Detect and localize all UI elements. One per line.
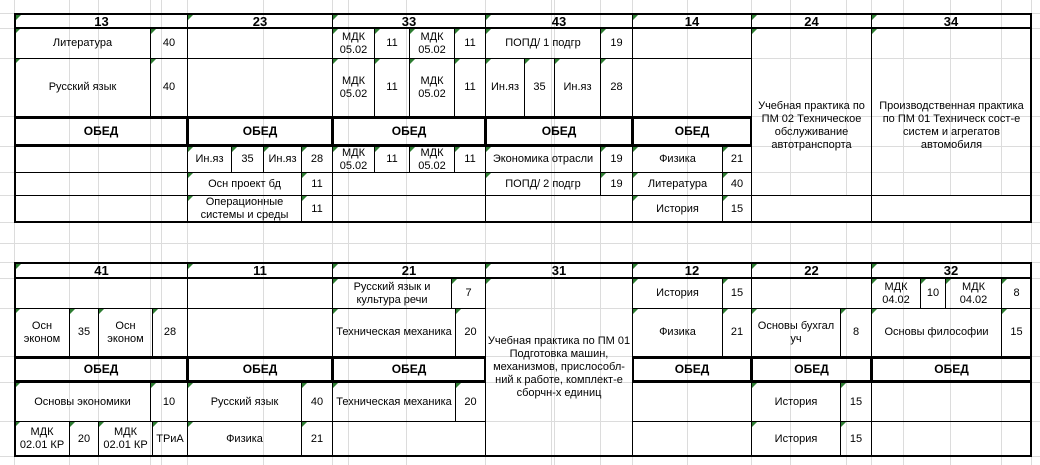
cell-comment-marker xyxy=(333,279,338,284)
cell-comment-marker xyxy=(872,15,877,20)
room-cell[interactable]: 8 xyxy=(1001,278,1032,309)
cell-comment-marker xyxy=(633,173,638,178)
room-cell[interactable]: 11 xyxy=(454,146,486,173)
subject-cell[interactable]: МДК 05.02 xyxy=(332,146,375,173)
empty-cell[interactable] xyxy=(332,421,486,457)
cell-comment-marker xyxy=(151,59,156,64)
practice-cell-24[interactable]: Учебная практика по ПМ 02 Техническое обслуживание автотранспорта xyxy=(751,28,872,223)
subject-cell[interactable]: Ин.яз xyxy=(263,146,302,173)
lunch-break-cell: ОБЕД xyxy=(871,356,1032,383)
cell-comment-marker xyxy=(333,29,338,34)
empty-cell[interactable] xyxy=(632,421,752,457)
empty-cell[interactable] xyxy=(14,172,188,196)
cell-comment-marker xyxy=(601,147,606,152)
subject-cell[interactable]: Осн эконом xyxy=(14,308,70,357)
lunch-break-cell: ОБЕД xyxy=(751,356,872,383)
group-header: 11 xyxy=(187,262,333,279)
cell-comment-marker xyxy=(633,279,638,284)
room-cell[interactable]: 11 xyxy=(301,195,333,223)
cell-comment-marker xyxy=(1002,279,1007,284)
room-cell[interactable]: 40 xyxy=(722,172,752,196)
cell-comment-marker xyxy=(633,264,638,269)
cell-comment-marker xyxy=(302,383,307,388)
cell-comment-marker xyxy=(872,264,877,269)
cell-comment-marker xyxy=(455,59,460,64)
cell-comment-marker xyxy=(456,309,461,314)
room-cell[interactable]: 11 xyxy=(301,172,333,196)
cell-comment-marker xyxy=(841,422,846,427)
cell-comment-marker xyxy=(752,15,757,20)
group-header: 23 xyxy=(187,13,333,29)
cell-comment-marker xyxy=(486,264,491,269)
subject-cell[interactable]: МДК 02.01 КР xyxy=(98,421,153,457)
empty-cell[interactable] xyxy=(632,382,752,422)
cell-comment-marker xyxy=(752,422,757,427)
cell-comment-marker xyxy=(333,309,338,314)
lunch-break-cell: ОБЕД xyxy=(332,356,486,383)
cell-comment-marker xyxy=(872,29,877,34)
room-cell[interactable]: 15 xyxy=(840,421,872,457)
subject-cell[interactable]: Техническая механика xyxy=(332,308,456,357)
empty-cell[interactable] xyxy=(187,28,333,59)
room-cell[interactable]: 20 xyxy=(455,382,486,422)
room-cell[interactable]: 11 xyxy=(374,28,410,59)
cell-comment-marker xyxy=(455,29,460,34)
subject-cell[interactable]: ПОПД/ 1 подгр xyxy=(485,28,601,59)
subject-cell[interactable]: Физика xyxy=(187,421,302,457)
cell-comment-marker xyxy=(333,15,338,20)
cell-comment-marker xyxy=(375,147,380,152)
cell-comment-marker xyxy=(15,422,20,427)
cell-comment-marker xyxy=(70,309,75,314)
practice-cell-31[interactable]: Учебная практика по ПМ 01 Подготовка машин, механизмов, прислособл- ний к работе, комплект-е сборчн-х единиц xyxy=(485,278,633,457)
group-header: 24 xyxy=(751,13,872,29)
cell-comment-marker xyxy=(188,15,193,20)
cell-comment-marker xyxy=(601,173,606,178)
room-cell[interactable]: 10 xyxy=(920,278,946,309)
cell-comment-marker xyxy=(302,147,307,152)
lunch-break-cell: ОБЕД xyxy=(187,116,333,147)
room-cell[interactable]: 11 xyxy=(374,58,410,117)
cell-comment-marker xyxy=(601,59,606,64)
subject-cell[interactable]: Физика xyxy=(632,308,723,357)
cell-comment-marker xyxy=(752,383,757,388)
group-header: 13 xyxy=(14,13,188,29)
cell-comment-marker xyxy=(455,147,460,152)
room-cell[interactable]: 40 xyxy=(301,382,333,422)
subject-cell[interactable]: Литература xyxy=(632,172,723,196)
cell-comment-marker xyxy=(486,15,491,20)
group-header: 22 xyxy=(751,262,872,279)
cell-comment-marker xyxy=(15,59,20,64)
cell-comment-marker xyxy=(264,147,269,152)
cell-comment-marker xyxy=(333,383,338,388)
empty-cell[interactable] xyxy=(187,278,333,309)
cell-comment-marker xyxy=(188,383,193,388)
subject-cell[interactable]: История xyxy=(632,195,723,223)
cell-comment-marker xyxy=(410,147,415,152)
group-header: 34 xyxy=(871,13,1032,29)
room-cell[interactable]: 10 xyxy=(150,382,188,422)
cell-comment-marker xyxy=(921,279,926,284)
room-cell[interactable]: 19 xyxy=(600,172,633,196)
room-cell[interactable]: 15 xyxy=(840,382,872,422)
subject-cell[interactable]: Ин.яз xyxy=(187,146,232,173)
subject-cell[interactable]: Русский язык xyxy=(14,58,151,117)
cell-comment-marker xyxy=(99,309,104,314)
subject-cell[interactable]: Операционные системы и среды xyxy=(187,195,302,223)
cell-comment-marker xyxy=(153,309,158,314)
room-cell[interactable]: 21 xyxy=(722,308,752,357)
room-cell[interactable]: 28 xyxy=(301,146,333,173)
subject-cell[interactable]: Осн эконом xyxy=(98,308,153,357)
room-cell[interactable]: 28 xyxy=(152,308,188,357)
lunch-break-cell: ОБЕД xyxy=(14,356,188,383)
room-cell[interactable]: 11 xyxy=(454,58,486,117)
empty-cell[interactable] xyxy=(14,146,188,173)
cell-comment-marker xyxy=(15,29,20,34)
cell-comment-marker xyxy=(70,422,75,427)
group-header: 12 xyxy=(632,262,752,279)
cell-comment-marker xyxy=(872,279,877,284)
empty-cell[interactable] xyxy=(187,58,333,117)
cell-comment-marker xyxy=(151,29,156,34)
subject-cell[interactable]: История xyxy=(751,421,841,457)
empty-cell[interactable] xyxy=(332,195,486,223)
cell-comment-marker xyxy=(486,173,491,178)
subject-cell[interactable]: Русский язык xyxy=(187,382,302,422)
subject-cell[interactable]: Ин.яз xyxy=(485,58,525,117)
cell-comment-marker xyxy=(752,29,757,34)
cell-comment-marker xyxy=(302,422,307,427)
empty-cell[interactable] xyxy=(632,58,752,117)
cell-comment-marker xyxy=(723,309,728,314)
empty-cell[interactable] xyxy=(632,28,752,59)
cell-comment-marker xyxy=(456,383,461,388)
empty-cell[interactable] xyxy=(485,195,633,223)
room-cell[interactable]: 35 xyxy=(69,308,99,357)
empty-cell[interactable] xyxy=(751,278,872,309)
empty-cell[interactable] xyxy=(751,195,872,223)
cell-comment-marker xyxy=(486,59,491,64)
cell-comment-marker xyxy=(752,264,757,269)
cell-comment-marker xyxy=(99,422,104,427)
room-cell[interactable]: 8 xyxy=(840,308,872,357)
subject-cell[interactable]: Экономика отрасли xyxy=(485,146,601,173)
cell-comment-marker xyxy=(153,422,158,427)
room-cell[interactable]: 15 xyxy=(1001,308,1032,357)
room-cell[interactable]: 40 xyxy=(150,28,188,59)
subject-cell[interactable]: ПОПД/ 2 подгр xyxy=(485,172,601,196)
subject-cell[interactable]: Основы бухгал уч xyxy=(751,308,841,357)
cell-comment-marker xyxy=(452,279,457,284)
subject-cell[interactable]: МДК 05.02 xyxy=(332,28,375,59)
subject-cell[interactable]: История xyxy=(751,382,841,422)
cell-comment-marker xyxy=(486,279,491,284)
cell-comment-marker xyxy=(188,173,193,178)
cell-comment-marker xyxy=(15,309,20,314)
cell-comment-marker xyxy=(723,196,728,201)
room-cell[interactable]: 40 xyxy=(150,58,188,117)
room-cell[interactable]: 20 xyxy=(69,421,99,457)
empty-cell[interactable] xyxy=(187,308,333,357)
room-cell[interactable]: 11 xyxy=(454,28,486,59)
cell-comment-marker xyxy=(375,29,380,34)
subject-cell[interactable]: Осн проект бд xyxy=(187,172,302,196)
room-cell[interactable]: 35 xyxy=(524,58,555,117)
cell-comment-marker xyxy=(841,383,846,388)
subject-cell[interactable]: МДК 05.02 xyxy=(332,58,375,117)
subject-cell[interactable]: МДК 05.02 xyxy=(409,58,455,117)
room-cell[interactable]: ТРиА xyxy=(152,421,188,457)
room-cell[interactable]: 15 xyxy=(722,278,752,309)
group-header: 31 xyxy=(485,262,633,279)
cell-comment-marker xyxy=(525,59,530,64)
subject-cell[interactable]: Ин.яз xyxy=(554,58,601,117)
cell-comment-marker xyxy=(486,29,491,34)
cell-comment-marker xyxy=(333,59,338,64)
cell-comment-marker xyxy=(633,309,638,314)
lunch-break-cell: ОБЕД xyxy=(332,116,486,147)
subject-cell[interactable]: Основы экономики xyxy=(14,382,151,422)
group-header: 32 xyxy=(871,262,1032,279)
room-cell[interactable]: 15 xyxy=(722,195,752,223)
room-cell[interactable]: 19 xyxy=(600,28,633,59)
grid-row-line xyxy=(0,243,1040,244)
subject-cell[interactable]: История xyxy=(632,278,723,309)
subject-cell[interactable]: МДК 02.01 КР xyxy=(14,421,70,457)
cell-comment-marker xyxy=(15,383,20,388)
empty-cell[interactable] xyxy=(332,172,486,196)
cell-comment-marker xyxy=(333,147,338,152)
cell-comment-marker xyxy=(16,264,21,269)
subject-cell[interactable]: МДК 04.02 xyxy=(871,278,921,309)
cell-comment-marker xyxy=(302,173,307,178)
cell-comment-marker xyxy=(333,264,338,269)
cell-comment-marker xyxy=(633,15,638,20)
cell-comment-marker xyxy=(410,29,415,34)
cell-comment-marker xyxy=(410,59,415,64)
room-cell[interactable]: 20 xyxy=(455,308,486,357)
practice-cell-34[interactable]: Производственная практика по ПМ 01 Техническ сост-е систем и агрегатов автомобиля xyxy=(871,28,1032,223)
subject-cell[interactable]: Техническая механика xyxy=(332,382,456,422)
room-cell[interactable]: 11 xyxy=(374,146,410,173)
cell-comment-marker xyxy=(1002,309,1007,314)
cell-comment-marker xyxy=(188,147,193,152)
cell-comment-marker xyxy=(723,147,728,152)
lunch-break-cell: ОБЕД xyxy=(485,116,633,147)
lunch-break-cell: ОБЕД xyxy=(632,116,752,147)
cell-comment-marker xyxy=(723,279,728,284)
cell-comment-marker xyxy=(555,59,560,64)
cell-comment-marker xyxy=(188,422,193,427)
subject-cell[interactable]: МДК 05.02 xyxy=(409,28,455,59)
empty-cell[interactable] xyxy=(871,382,1032,422)
cell-comment-marker xyxy=(16,15,21,20)
cell-comment-marker xyxy=(633,147,638,152)
room-cell[interactable]: 19 xyxy=(600,146,633,173)
group-header: 33 xyxy=(332,13,486,29)
empty-cell[interactable] xyxy=(14,195,188,223)
cell-comment-marker xyxy=(841,309,846,314)
empty-cell[interactable] xyxy=(871,195,1032,223)
room-cell[interactable]: 28 xyxy=(600,58,633,117)
cell-comment-marker xyxy=(633,196,638,201)
cell-comment-marker xyxy=(723,173,728,178)
subject-cell[interactable]: МДК 05.02 xyxy=(409,146,455,173)
subject-cell[interactable]: Физика xyxy=(632,146,723,173)
cell-comment-marker xyxy=(188,264,193,269)
room-cell[interactable]: 21 xyxy=(722,146,752,173)
cell-comment-marker xyxy=(601,29,606,34)
cell-comment-marker xyxy=(752,309,757,314)
group-header: 41 xyxy=(14,262,188,279)
cell-comment-marker xyxy=(302,196,307,201)
subject-cell[interactable]: Русский язык и культура речи xyxy=(332,278,452,309)
group-header: 43 xyxy=(485,13,633,29)
cell-comment-marker xyxy=(188,196,193,201)
cell-comment-marker xyxy=(486,147,491,152)
group-header: 14 xyxy=(632,13,752,29)
cell-comment-marker xyxy=(375,59,380,64)
empty-cell[interactable] xyxy=(871,421,1032,457)
cell-comment-marker xyxy=(151,383,156,388)
lunch-break-cell: ОБЕД xyxy=(14,116,188,147)
subject-cell[interactable]: Литература xyxy=(14,28,151,59)
subject-cell[interactable]: МДК 04.02 xyxy=(945,278,1002,309)
room-cell[interactable]: 7 xyxy=(451,278,486,309)
room-cell[interactable]: 21 xyxy=(301,421,333,457)
room-cell[interactable]: 35 xyxy=(231,146,264,173)
lunch-break-cell: ОБЕД xyxy=(632,356,752,383)
group-header: 21 xyxy=(332,262,486,279)
subject-cell[interactable]: Основы философии xyxy=(871,308,1002,357)
empty-cell[interactable] xyxy=(14,278,188,309)
cell-comment-marker xyxy=(946,279,951,284)
lunch-break-cell: ОБЕД xyxy=(187,356,333,383)
cell-comment-marker xyxy=(872,309,877,314)
cell-comment-marker xyxy=(232,147,237,152)
